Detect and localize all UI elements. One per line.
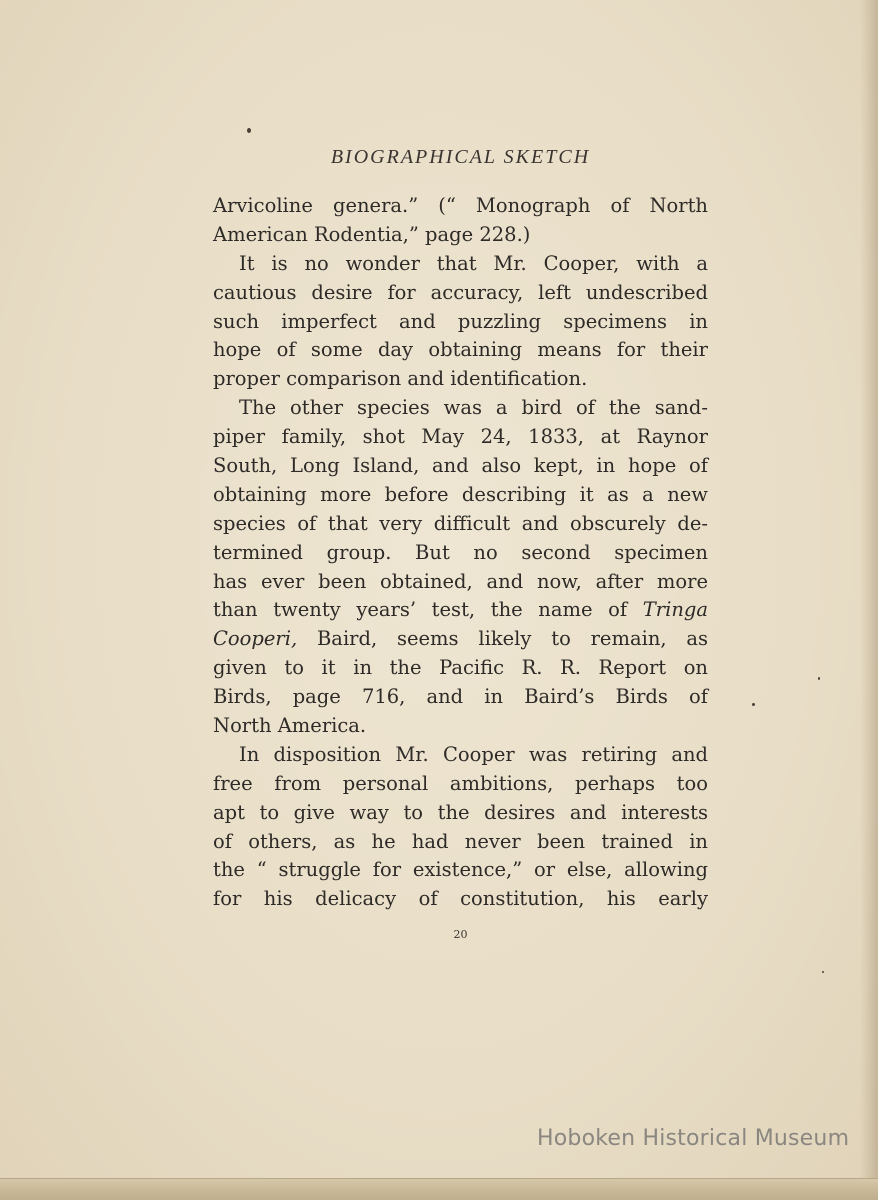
- text-line: species of that very difficult and obscurely de-: [213, 511, 708, 535]
- text-segment: Baird, seems likely to remain, as: [297, 627, 708, 651]
- text-line: Arvicoline genera.” (“ Monograph of North: [213, 194, 708, 217]
- text-line: has ever been obtained, and now, after more: [213, 569, 708, 593]
- text-line: hope of some day obtaining means for their: [213, 338, 708, 362]
- text-line: It is no wonder that Mr. Cooper, with a: [239, 251, 708, 275]
- text-line: apt to give way to the desires and interests: [213, 800, 708, 824]
- text-line: free from personal ambitions, perhaps too: [213, 771, 708, 795]
- text-line: [213, 596, 708, 625]
- text-line: termined group. But no second specimen: [213, 540, 708, 564]
- page-edge-right: [860, 0, 878, 1180]
- ink-speck: [822, 971, 824, 973]
- text-line: piper family, shot May 24, 1833, at Raynor: [213, 425, 708, 449]
- ink-speck: [247, 128, 251, 133]
- page-number: 20: [453, 928, 468, 941]
- text-line: proper comparison and identification.: [213, 367, 588, 391]
- text-line: obtaining more before describing it as a new: [213, 482, 708, 506]
- species-name-epithet: Cooperi,: [213, 627, 298, 651]
- text-line: The other species was a bird of the sand-: [239, 396, 708, 420]
- text-line: of others, as he had never been trained in: [213, 829, 708, 853]
- text-line: North America.: [213, 714, 367, 738]
- text-line: the “ struggle for existence,” or else, allowing: [213, 858, 708, 882]
- text-line: South, Long Island, and also kept, in hope of: [213, 454, 708, 478]
- text-line: American Rodentia,” page 228.): [213, 222, 531, 246]
- text-segment: than twenty years’ test, the name of: [213, 598, 643, 622]
- text-line: for his delicacy of constitution, his early: [213, 887, 708, 911]
- ink-speck: [752, 703, 755, 706]
- text-line: cautious desire for accuracy, left undescribed: [213, 280, 708, 304]
- text-line: such imperfect and puzzling specimens in: [213, 309, 708, 333]
- species-name-genus: Tringa: [642, 598, 708, 622]
- text-line: Birds, page 716, and in Baird’s Birds of: [213, 685, 708, 709]
- text-line: In disposition Mr. Cooper was retiring and: [239, 742, 708, 766]
- text-line: [213, 625, 708, 654]
- page-edge-bottom: [0, 1178, 878, 1200]
- running-head: BIOGRAPHICAL SKETCH: [330, 146, 591, 168]
- body-text: [213, 192, 708, 914]
- watermark: Hoboken Historical Museum: [537, 1126, 850, 1151]
- ink-speck: [818, 677, 820, 680]
- text-line: given to it in the Pacific R. R. Report on: [213, 656, 708, 680]
